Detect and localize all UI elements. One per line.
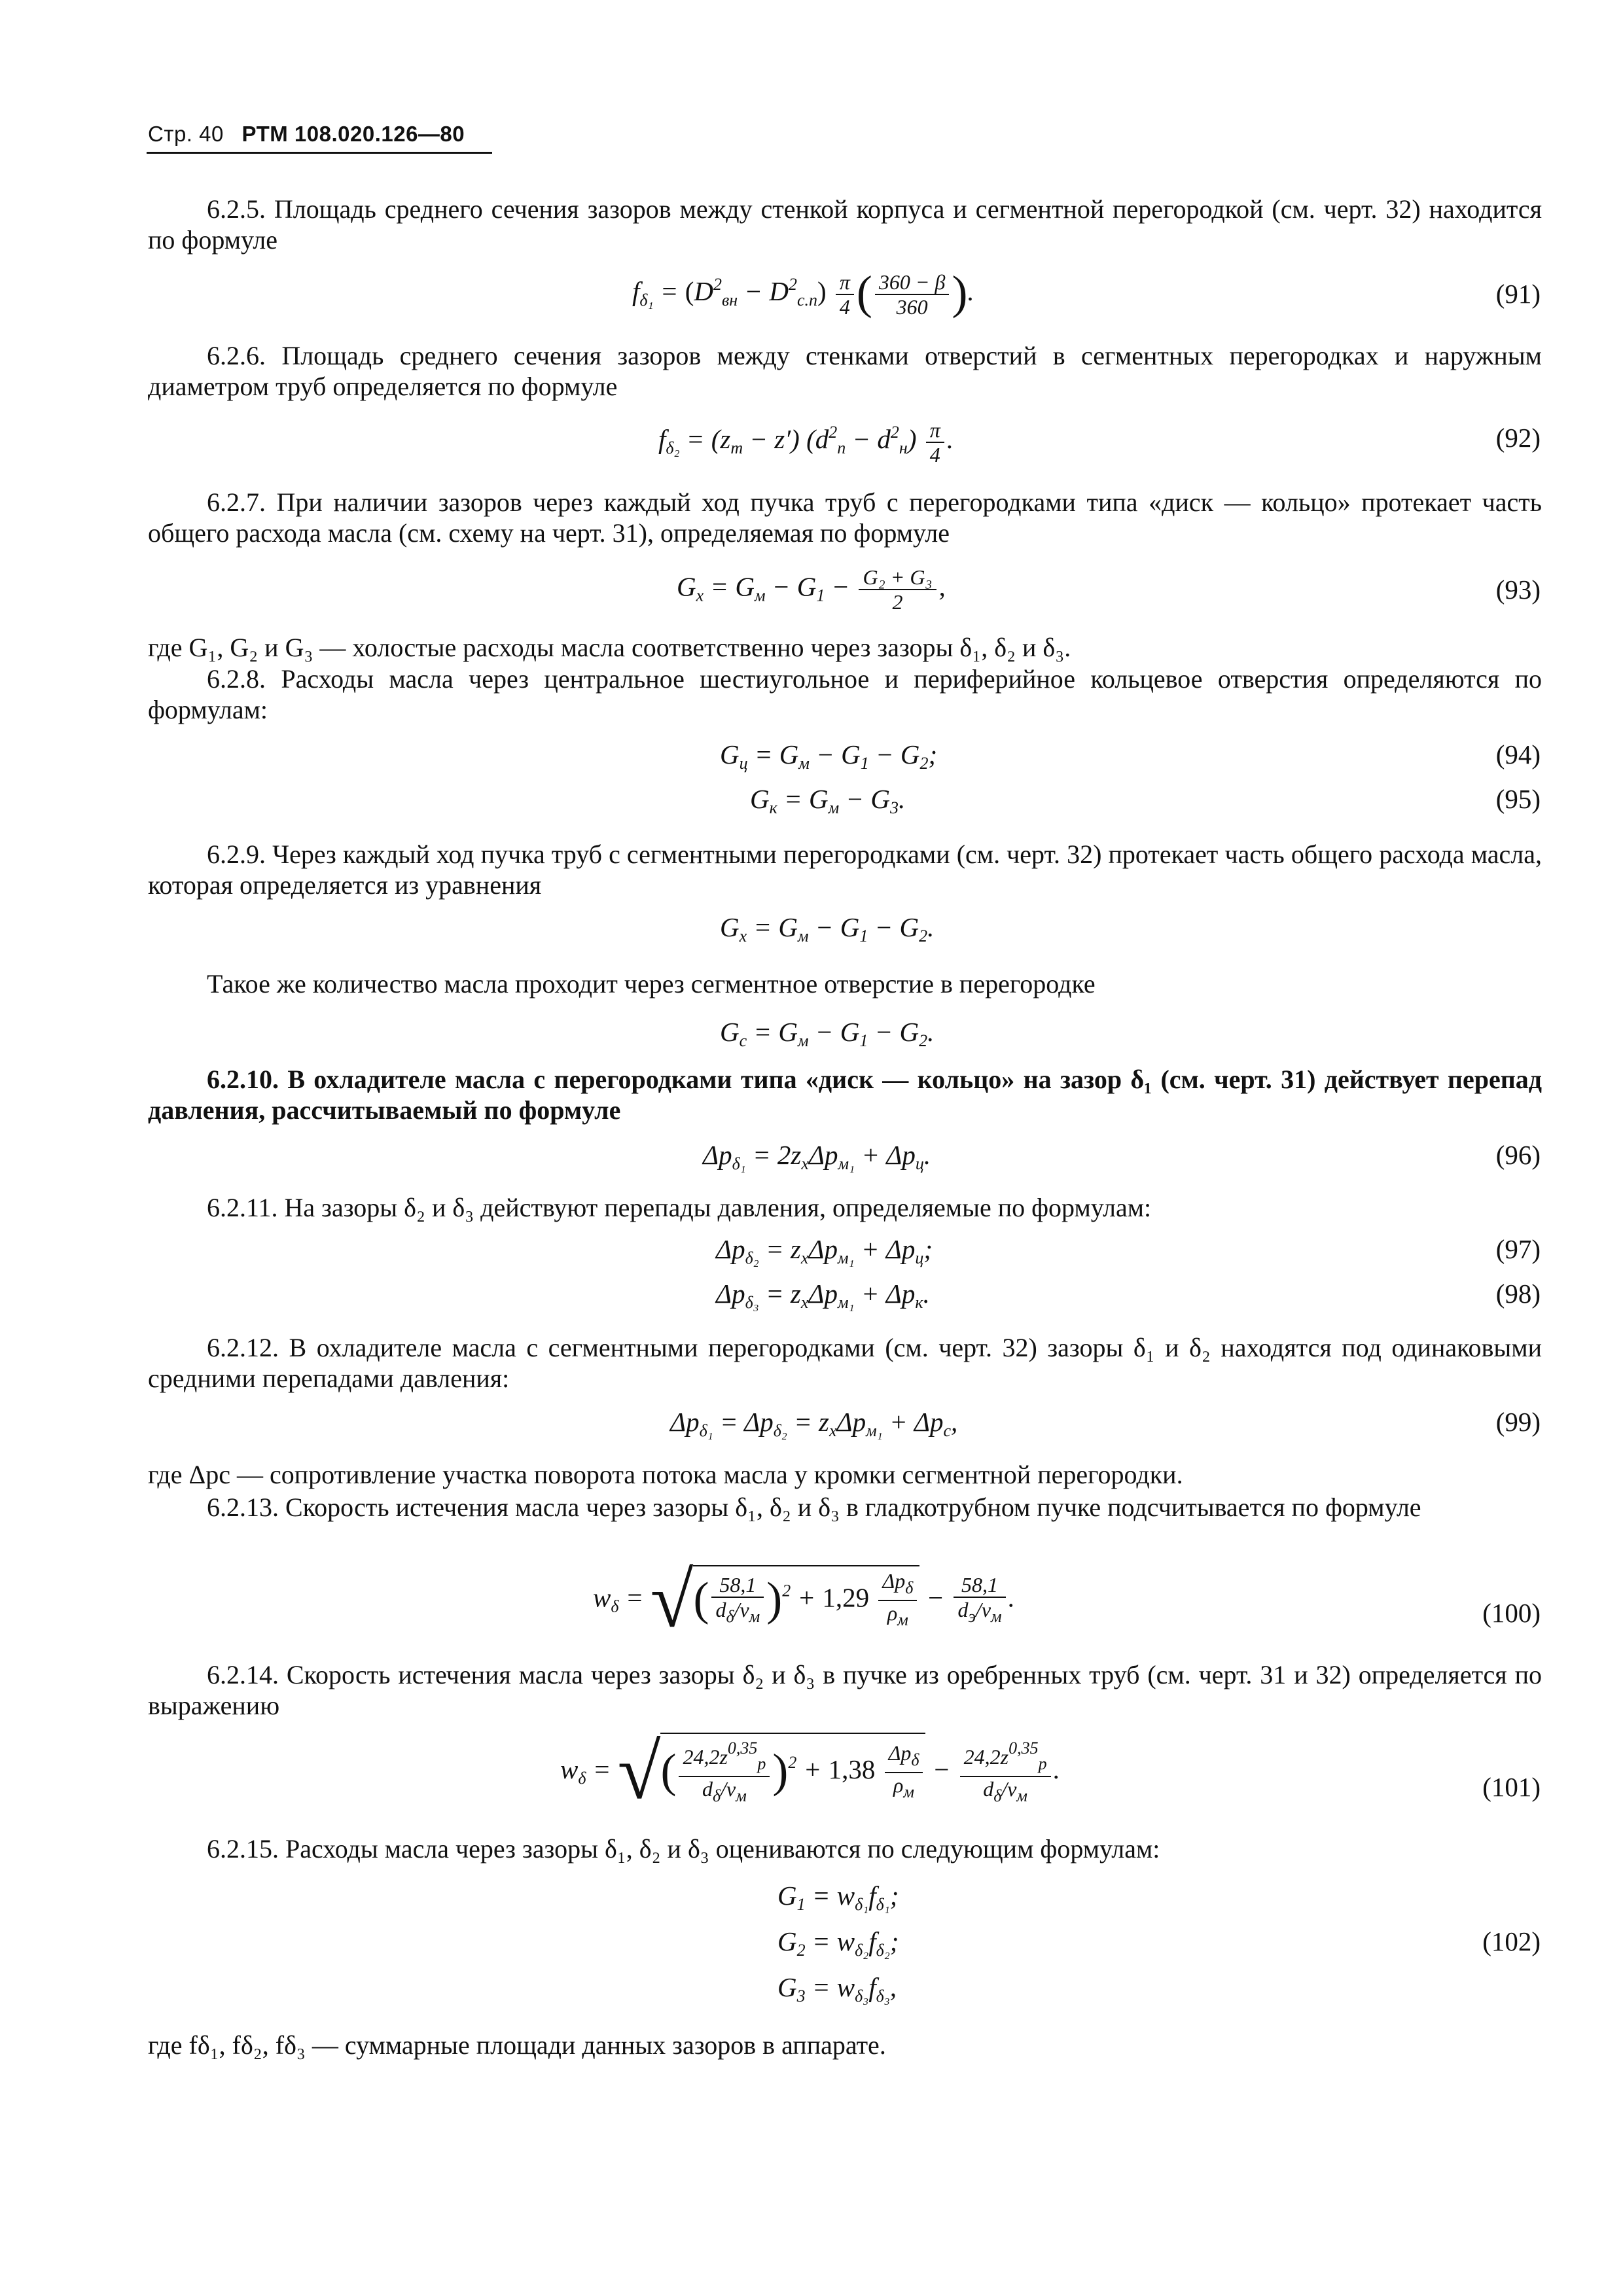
paragraph-6-2-9: 6.2.9. Через каждый ход пучка труб с сегментными перегородками (см. черт. 32) протекает часть общего расхода масла, которая определяется из уравнения [148,839,1542,900]
paragraph-6-2-13: 6.2.13. Скорость истечения масла через зазоры δ₁, δ₂ и δ₃ в гладкотрубном пучке подсчитывается по формуле [207,1492,1421,1522]
formula-91: $f_{\delta_1} = (D^2_{вн} - D^2_{с.п})$ $\frac{\pi}{4}$ ( $\frac{360 - \beta}{360}$ ). [632,266,974,319]
equation-number-91: (91) [1495,279,1541,309]
paragraph-6-2-7: 6.2.7. При наличии зазоров через каждый ход пучка труб с перегородками типа «диск — кольцо» протекает часть общего расхода масла (см. схему на черт. 31), определяемая по формуле [148,487,1542,548]
paragraph-6-2-11: 6.2.11. На зазоры δ₂ и δ₃ действуют перепады давления, определяемые по формулам: [207,1193,1152,1222]
equation-number-98: (98) [1495,1279,1541,1309]
where-text-102: где fδ₁, fδ₂, fδ₃ — суммарные площади данных зазоров в аппарате. [148,2030,886,2060]
equation-number-100: (100) [1482,1598,1541,1628]
formula-102-g3: $G_3 = w_{\delta_3}f_{\delta_3}$, [777,1972,897,2005]
where-text-99: где Δpc — сопротивление участка поворота потока масла у кромки сегментной перегородки. [148,1460,1183,1489]
paragraph-6-2-14: 6.2.14. Скорость истечения масла через зазоры δ₂ и δ₃ в пучке из оребренных труб (см. черт. 31 и 32) определяется по выражению [148,1660,1542,1720]
page-label: Стр. 40 [148,122,224,146]
formula-94: $G_ц = G_м - G_1 - G_2$; [720,739,938,773]
formula-102-g2: $G_2 = w_{\delta_2}f_{\delta_2}$; [777,1926,899,1960]
equation-number-101: (101) [1482,1772,1541,1802]
formula-gc: $G_с = G_м - G_1 - G_2$. [720,1017,935,1050]
equation-number-99: (99) [1495,1407,1541,1437]
equation-number-102: (102) [1482,1926,1541,1956]
paragraph-6-2-5: 6.2.5. Площадь среднего сечения зазоров между стенкой корпуса и сегментной перегородкой (см. черт. 32) находится по формуле [148,194,1542,255]
paragraph-6-2-15: 6.2.15. Расходы масла через зазоры δ₁, δ₂ и δ₃ оцениваются по следующим формулам: [207,1834,1160,1863]
paragraph-6-2-8: 6.2.8. Расходы масла через центральное шестиугольное и периферийное кольцевое отверстия определяются по формулам: [148,664,1542,724]
document-code: РТМ 108.020.126—80 [241,122,465,146]
header-rule [147,152,492,154]
paragraph-6-2-6: 6.2.6. Площадь среднего сечения зазоров между стенками отверстий в сегментных перегородках и наружным диаметром труб определяется по формуле [148,341,1542,401]
formula-93: $G_x = G_м - G_1$ − $\frac{\text{G₂ + G₃}}{2}$ , [677,565,946,614]
formula-101: $w_\delta$ = √( $\frac{24,2z^{0,35}_р}{d_\delta/\nu_м}$ )$^2$ + 1,38 $\frac{\Delta p_\delta}{\rho_м}$ − $\frac{24,2z^{0,35}_р}{d_\delta/\nu_м}$ . [560,1727,1060,1815]
formula-102-g1: $G_1 = w_{\delta_1}f_{\delta_1}$; [777,1881,899,1914]
equation-number-97: (97) [1495,1234,1541,1264]
formula-95: $G_к = G_м - G_3$. [750,784,906,817]
same-quantity-text: Такое же количество масла проходит через сегментное отверстие в перегородке [207,969,1096,998]
formula-100: $w_\delta$ = √( $\frac{58,1}{d_\delta/\nu_м}$ )$^2$ + 1,29 $\frac{\Delta p_\delta}{\rho_м}$ − $\frac{58,1}{d_э/\nu_м}$ . [593,1556,1015,1644]
equation-number-96: (96) [1495,1140,1541,1170]
formula-97: $\Delta p_{\delta_2} = z_x\Delta p_{м_1} + \Delta p_ц$; [716,1234,933,1267]
formula-92: $f_{\delta_2} = (z_т - z') (d^2_п - d^2_н)$ $\frac{\pi}{4}$ . [658,417,954,467]
where-text-93: где G₁, G₂ и G₃ — холостые расходы масла соответственно через зазоры δ₁, δ₂ и δ₃. [148,633,1071,662]
equation-number-95: (95) [1495,784,1541,814]
formula-gx: $G_x = G_м - G_1 - G_2$. [720,912,935,945]
page-header [148,122,465,147]
equation-number-94: (94) [1495,739,1541,769]
formula-98: $\Delta p_{\delta_3} = z_x\Delta p_{м_1} + \Delta p_к$. [716,1279,930,1312]
paragraph-6-2-12: 6.2.12. В охладителе масла с сегментными перегородками (см. черт. 32) зазоры δ₁ и δ₂ находятся под одинаковыми средними перепадами давления: [148,1333,1542,1393]
equation-number-93: (93) [1495,574,1541,605]
formula-96: $\Delta p_{\delta_1} = 2z_x\Delta p_{м_1} + \Delta p_ц$. [703,1140,931,1173]
formula-99: $\Delta p_{\delta_1} = \Delta p_{\delta_2} = z_x\Delta p_{м_1} + \Delta p_с$, [670,1407,958,1440]
equation-number-92: (92) [1495,423,1541,453]
paragraph-6-2-10: 6.2.10. В охладителе масла с перегородками типа «диск — кольцо» на зазор δ₁ (см. черт. 31) действует перепад давления, рассчитываемый по формуле [148,1065,1542,1125]
